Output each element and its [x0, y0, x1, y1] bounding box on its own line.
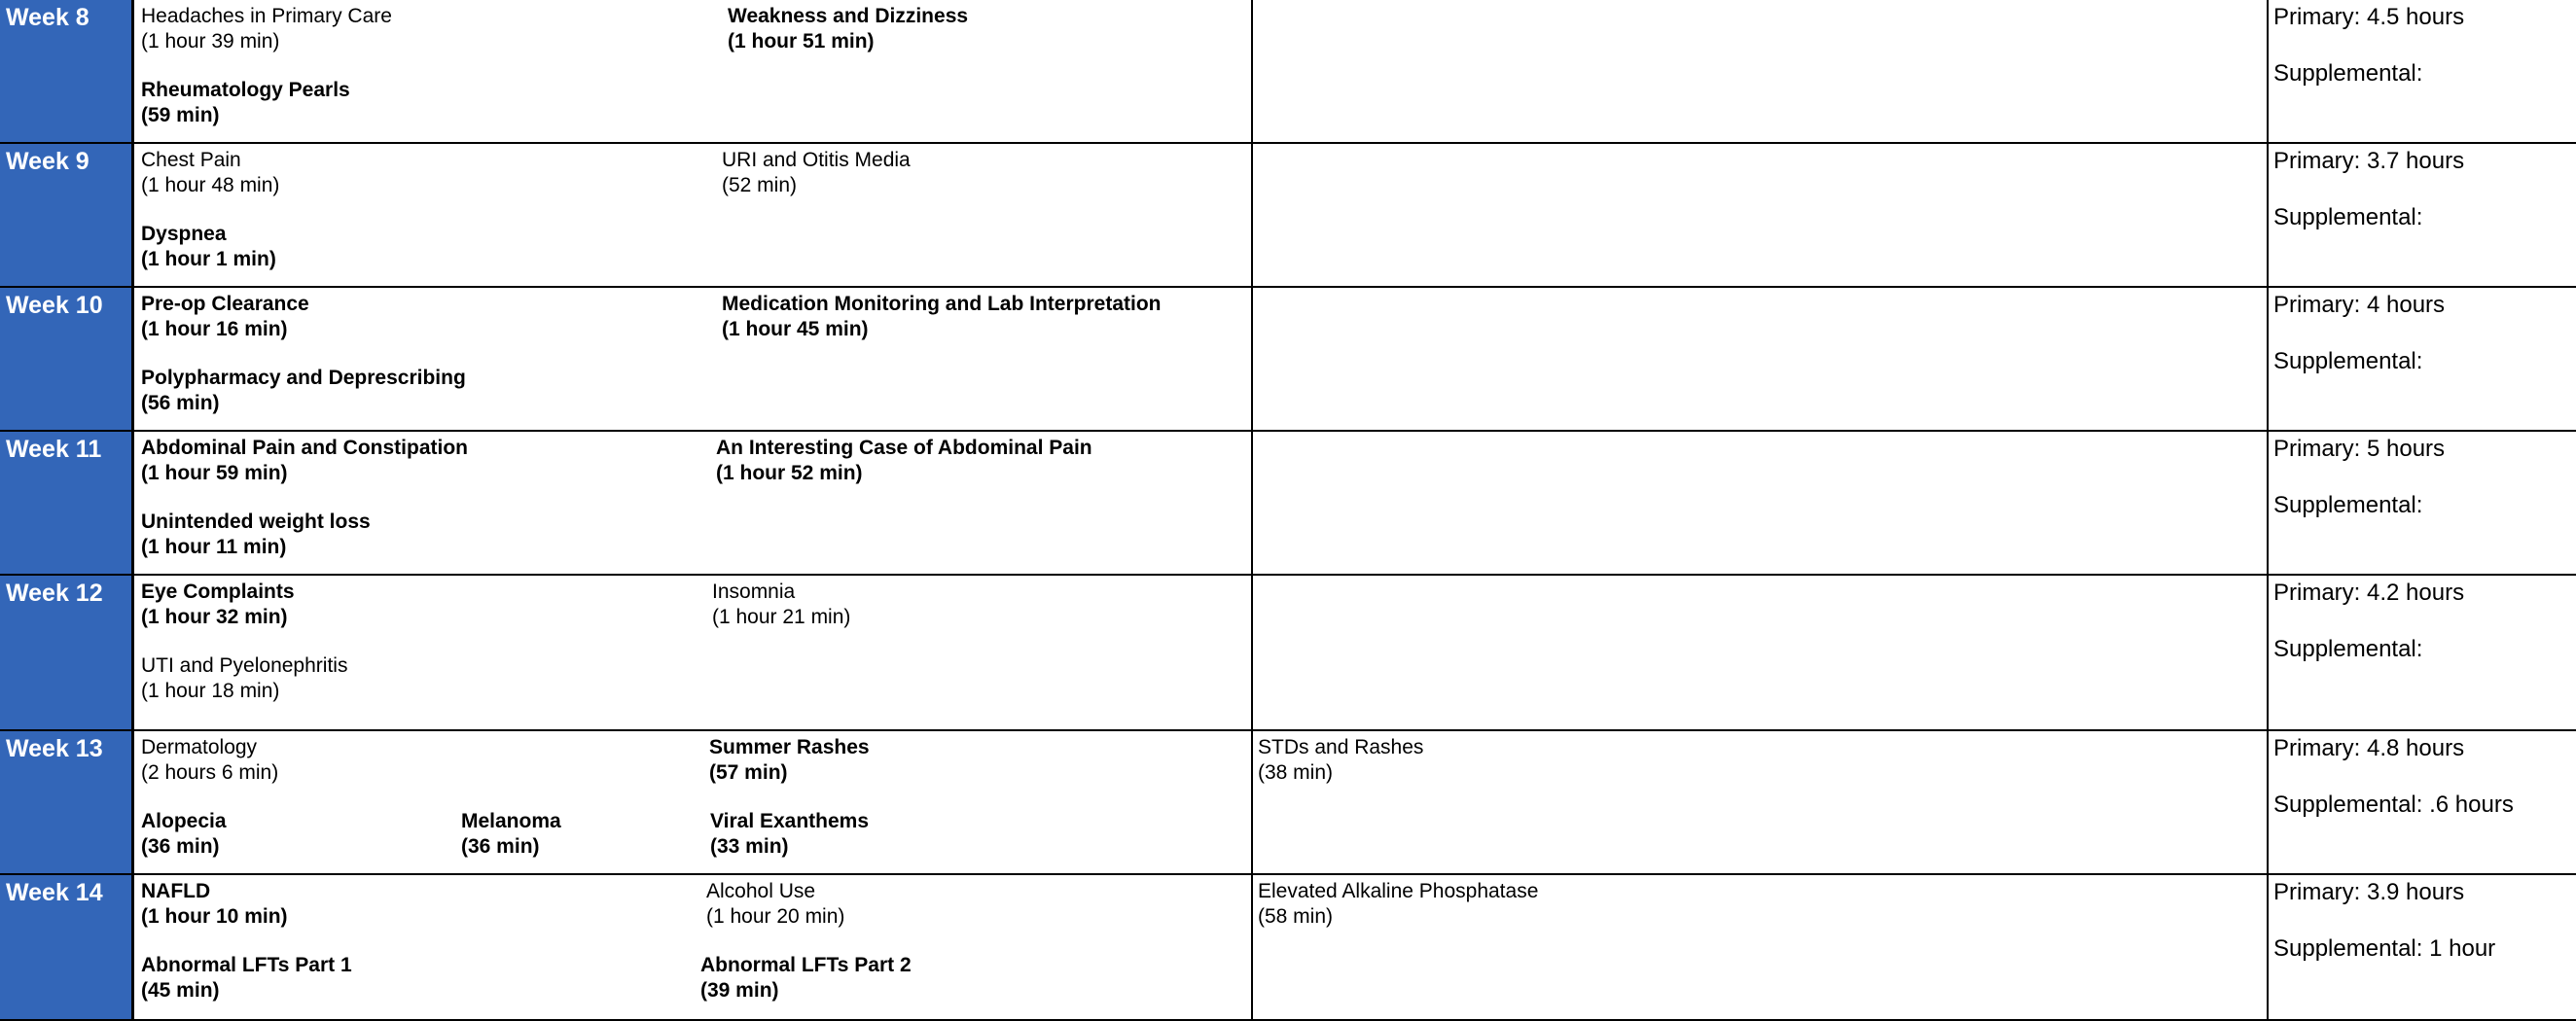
- lesson-duration: (1 hour 1 min): [141, 248, 276, 270]
- lesson-duration: (1 hour 21 min): [712, 606, 851, 628]
- lesson-duration: (39 min): [700, 979, 779, 1002]
- lesson-item[interactable]: [1258, 735, 1423, 786]
- supplemental-hours: Supplemental:: [2273, 204, 2423, 230]
- column-divider: [2267, 0, 2269, 142]
- primary-hours: Primary: 4.5 hours: [2273, 4, 2465, 30]
- lesson-item[interactable]: [141, 292, 309, 342]
- lesson-item[interactable]: [141, 78, 350, 128]
- lesson-item[interactable]: [141, 580, 295, 630]
- supplemental-hours: Supplemental:: [2273, 636, 2423, 662]
- lesson-duration: (33 min): [710, 835, 789, 858]
- lesson-duration: (1 hour 39 min): [141, 30, 280, 53]
- lesson-duration: (1 hour 52 min): [716, 462, 863, 484]
- column-divider: [1251, 432, 1253, 574]
- lesson-item[interactable]: [141, 148, 279, 198]
- lesson-duration: (1 hour 20 min): [706, 905, 845, 928]
- week-label-cell: [0, 144, 134, 286]
- lesson-title: Dermatology: [141, 736, 258, 758]
- lesson-title: STDs and Rashes: [1258, 736, 1424, 758]
- lesson-item[interactable]: [141, 879, 288, 930]
- column-divider: [2267, 576, 2269, 729]
- lesson-title: Pre-op Clearance: [141, 293, 309, 315]
- column-divider: [2267, 432, 2269, 574]
- lesson-title: Unintended weight loss: [141, 510, 371, 533]
- lesson-item[interactable]: [141, 953, 352, 1003]
- week-label-cell: [0, 288, 134, 430]
- week-label: Week 13: [6, 735, 103, 762]
- lesson-duration: (1 hour 10 min): [141, 905, 288, 928]
- supplemental-hours: Supplemental:: [2273, 348, 2423, 374]
- lesson-duration: (59 min): [141, 104, 220, 126]
- lesson-title: Alcohol Use: [706, 880, 816, 902]
- lesson-duration: (57 min): [709, 761, 788, 784]
- week-label-cell: [0, 0, 134, 142]
- week-label: Week 11: [6, 436, 102, 463]
- lesson-duration: (1 hour 11 min): [141, 536, 287, 558]
- lesson-duration: (1 hour 16 min): [141, 318, 288, 340]
- supplemental-hours: Supplemental:: [2273, 60, 2423, 87]
- primary-hours: Primary: 5 hours: [2273, 436, 2446, 462]
- lesson-item[interactable]: [141, 809, 227, 860]
- lesson-item[interactable]: [141, 653, 347, 704]
- lesson-title: Rheumatology Pearls: [141, 79, 350, 101]
- lesson-title: Headaches in Primary Care: [141, 5, 392, 27]
- primary-hours: Primary: 3.9 hours: [2273, 879, 2465, 905]
- week-label: Week 9: [6, 148, 89, 175]
- primary-hours: Primary: 4.8 hours: [2273, 735, 2465, 761]
- column-divider: [2267, 288, 2269, 430]
- lesson-duration: (52 min): [722, 174, 798, 196]
- lesson-title: Summer Rashes: [709, 736, 870, 758]
- supplemental-hours: Supplemental: 1 hour: [2273, 935, 2496, 962]
- week-label-cell: [0, 731, 134, 873]
- lesson-item[interactable]: [1258, 879, 1538, 930]
- column-divider: [2267, 875, 2269, 1019]
- lesson-duration: (1 hour 18 min): [141, 680, 280, 702]
- week-label: Week 8: [6, 4, 89, 31]
- lesson-duration: (56 min): [141, 392, 220, 414]
- week-label-cell: [0, 576, 134, 729]
- column-divider: [1251, 288, 1253, 430]
- lesson-duration: (1 hour 32 min): [141, 606, 288, 628]
- lesson-item[interactable]: [141, 735, 278, 786]
- lesson-duration: (1 hour 51 min): [728, 30, 875, 53]
- column-divider: [2267, 144, 2269, 286]
- lesson-duration: (1 hour 45 min): [722, 318, 869, 340]
- lesson-duration: (2 hours 6 min): [141, 761, 279, 784]
- lesson-duration: (1 hour 59 min): [141, 462, 288, 484]
- lesson-item[interactable]: [716, 436, 1092, 486]
- lesson-title: Viral Exanthems: [710, 810, 870, 832]
- lesson-title: An Interesting Case of Abdominal Pain: [716, 437, 1092, 459]
- lesson-duration: (45 min): [141, 979, 220, 1002]
- primary-hours: Primary: 4 hours: [2273, 292, 2446, 318]
- lesson-title: Medication Monitoring and Lab Interpretation: [722, 293, 1162, 315]
- lesson-title: Elevated Alkaline Phosphatase: [1258, 880, 1539, 902]
- lesson-title: Abdominal Pain and Constipation: [141, 437, 468, 459]
- lesson-item[interactable]: [709, 735, 870, 786]
- lesson-item[interactable]: [700, 953, 912, 1003]
- column-divider: [2267, 731, 2269, 873]
- lesson-title: Eye Complaints: [141, 581, 295, 603]
- primary-hours: Primary: 4.2 hours: [2273, 580, 2465, 606]
- week-row: [0, 288, 2576, 432]
- lesson-title: Chest Pain: [141, 149, 241, 171]
- week-label-cell: [0, 875, 134, 1019]
- lesson-duration: (38 min): [1258, 761, 1334, 784]
- lesson-title: Polypharmacy and Deprescribing: [141, 367, 466, 389]
- column-divider: [1251, 576, 1253, 729]
- lesson-item[interactable]: [141, 222, 276, 272]
- lesson-item[interactable]: [141, 510, 371, 560]
- column-divider: [1251, 875, 1253, 1019]
- week-row: [0, 144, 2576, 288]
- lesson-title: Melanoma: [461, 810, 561, 832]
- lesson-item[interactable]: [728, 4, 968, 54]
- week-label-cell: [0, 432, 134, 574]
- lesson-title: NAFLD: [141, 880, 211, 902]
- lesson-duration: (36 min): [461, 835, 540, 858]
- lesson-item[interactable]: [710, 809, 869, 860]
- lesson-title: Weakness and Dizziness: [728, 5, 969, 27]
- primary-hours: Primary: 3.7 hours: [2273, 148, 2465, 174]
- week-label: Week 12: [6, 580, 103, 607]
- lesson-title: UTI and Pyelonephritis: [141, 654, 348, 677]
- week-row: [0, 432, 2576, 576]
- lesson-item[interactable]: [141, 436, 468, 486]
- lesson-title: Abnormal LFTs Part 1: [141, 954, 352, 976]
- lesson-duration: (1 hour 48 min): [141, 174, 280, 196]
- lesson-item[interactable]: [141, 4, 392, 54]
- supplemental-hours: Supplemental:: [2273, 492, 2423, 518]
- lesson-item[interactable]: [141, 366, 466, 416]
- supplemental-hours: Supplemental: .6 hours: [2273, 792, 2514, 818]
- column-divider: [1251, 731, 1253, 873]
- week-row: [0, 875, 2576, 1021]
- lesson-title: Abnormal LFTs Part 2: [700, 954, 912, 976]
- lesson-item[interactable]: [722, 148, 911, 198]
- week-row: [0, 0, 2576, 144]
- lesson-item[interactable]: [722, 292, 1162, 342]
- lesson-item[interactable]: [461, 809, 561, 860]
- lesson-duration: (58 min): [1258, 905, 1334, 928]
- week-label: Week 10: [6, 292, 103, 319]
- lesson-duration: (36 min): [141, 835, 220, 858]
- week-label: Week 14: [6, 879, 103, 906]
- column-divider: [1251, 0, 1253, 142]
- week-row: [0, 731, 2576, 875]
- week-row: [0, 576, 2576, 731]
- lesson-item[interactable]: [706, 879, 844, 930]
- lesson-title: Alopecia: [141, 810, 227, 832]
- lesson-title: URI and Otitis Media: [722, 149, 911, 171]
- lesson-title: Insomnia: [712, 581, 796, 603]
- column-divider: [1251, 144, 1253, 286]
- lesson-title: Dyspnea: [141, 223, 227, 245]
- lesson-item[interactable]: [712, 580, 850, 630]
